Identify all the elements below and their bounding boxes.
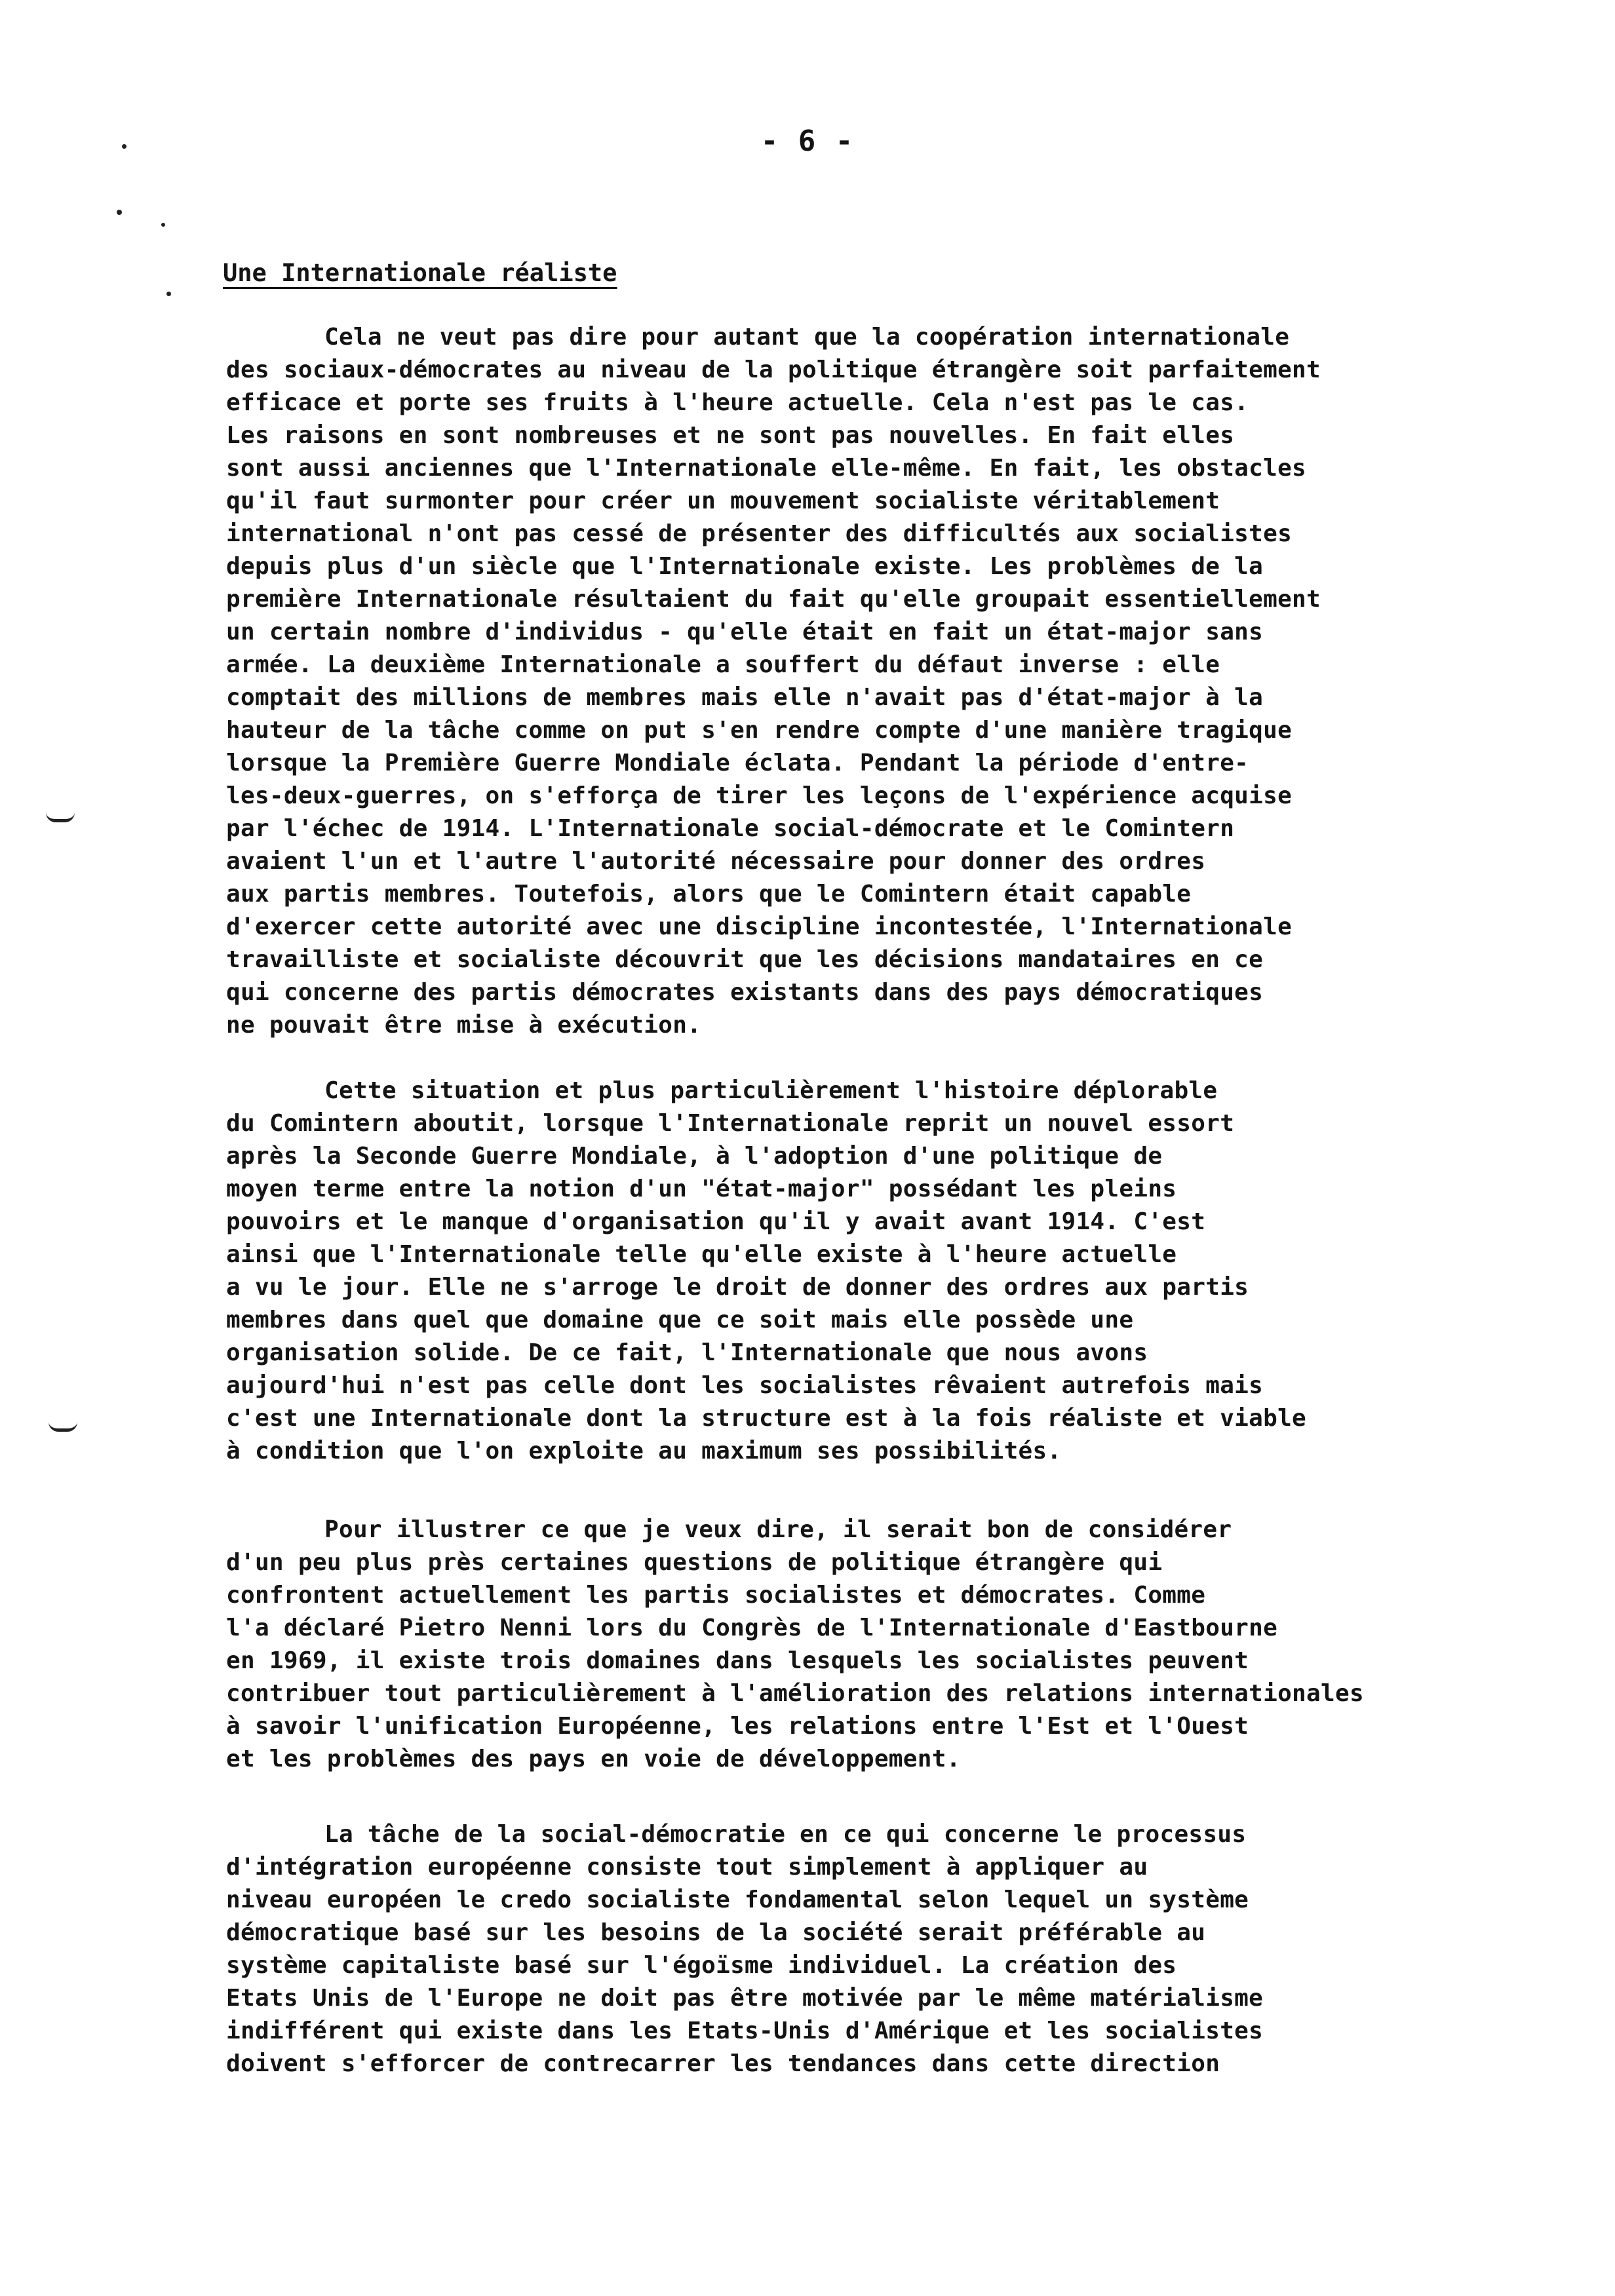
text-line: première Internationale résultaient du fait qu'elle groupait essentiellement xyxy=(226,586,1321,613)
text-line: sont aussi anciennes que l'Internationale elle-même. En fait, les obstacles xyxy=(226,455,1307,482)
text-line: Cette situation et plus particulièrement l'histoire déplorable xyxy=(324,1077,1218,1104)
text-line: Cela ne veut pas dire pour autant que la coopération internationale xyxy=(324,324,1290,351)
margin-dot xyxy=(161,223,165,227)
text-line: d'intégration européenne consiste tout simplement à appliquer au xyxy=(226,1854,1148,1881)
text-line: depuis plus d'un siècle que l'Internationale existe. Les problèmes de la xyxy=(226,553,1264,580)
text-line: à condition que l'on exploite au maximum ses possibilités. xyxy=(226,1438,1062,1464)
text-line: travailliste et socialiste découvrit que les décisions mandataires en ce xyxy=(226,946,1264,973)
text-line: qui concerne des partis démocrates existants dans des pays démocratiques xyxy=(226,979,1264,1006)
text-line: l'a déclaré Pietro Nenni lors du Congrès de l'Internationale d'Eastbourne xyxy=(226,1615,1278,1641)
text-line: confrontent actuellement les partis socialistes et démocrates. Comme xyxy=(226,1582,1206,1609)
text-line: des sociaux-démocrates au niveau de la politique étrangère soit parfaitement xyxy=(226,356,1321,383)
text-line: hauteur de la tâche comme on put s'en rendre compte d'une manière tragique xyxy=(226,717,1293,744)
text-line: du Comintern aboutit, lorsque l'Internationale reprit un nouvel essort xyxy=(226,1110,1235,1137)
paragraph xyxy=(226,1818,1263,2080)
text-line: pouvoirs et le manque d'organisation qu'il y avait avant 1914. C'est xyxy=(226,1208,1206,1235)
paragraph xyxy=(226,321,1321,1042)
text-line: après la Seconde Guerre Mondiale, à l'adoption d'une politique de xyxy=(226,1143,1163,1170)
margin-dot xyxy=(117,210,122,215)
text-line: c'est une Internationale dont la structure est à la fois réaliste et viable xyxy=(226,1405,1307,1432)
text-line: à savoir l'unification Européenne, les relations entre l'Est et l'Ouest xyxy=(226,1713,1249,1740)
text-line: moyen terme entre la notion d'un "état-major" possédant les pleins xyxy=(226,1176,1177,1202)
text-line: les-deux-guerres, on s'efforça de tirer les leçons de l'expérience acquise xyxy=(226,782,1293,809)
text-line: qu'il faut surmonter pour créer un mouvement socialiste véritablement xyxy=(226,488,1220,514)
text-line: démocratique basé sur les besoins de la société serait préférable au xyxy=(226,1919,1206,1946)
text-line: niveau européen le credo socialiste fondamental selon lequel un système xyxy=(226,1886,1249,1913)
text-line: Etats Unis de l'Europe ne doit pas être motivée par le même matérialisme xyxy=(226,1985,1264,2012)
text-line: ne pouvait être mise à exécution. xyxy=(226,1012,702,1039)
text-line: ainsi que l'Internationale telle qu'elle existe à l'heure actuelle xyxy=(226,1241,1177,1268)
text-line: contribuer tout particulièrement à l'amélioration des relations internationales xyxy=(226,1680,1364,1707)
text-line: d'exercer cette autorité avec une discipline incontestée, l'Internationale xyxy=(226,913,1293,940)
text-line: international n'ont pas cessé de présenter des difficultés aux socialistes xyxy=(226,520,1293,547)
text-line: aujourd'hui n'est pas celle dont les socialistes rêvaient autrefois mais xyxy=(226,1372,1264,1399)
text-line: Pour illustrer ce que je veux dire, il serait bon de considérer xyxy=(324,1516,1232,1543)
margin-binding-mark xyxy=(49,1422,77,1432)
text-line: membres dans quel que domaine que ce soit mais elle possède une xyxy=(226,1307,1134,1333)
paragraph xyxy=(226,1075,1306,1468)
text-line: un certain nombre d'individus - qu'elle était en fait un état-major sans xyxy=(226,619,1264,645)
section-heading: Une Internationale réaliste xyxy=(223,259,617,287)
text-line: efficace et porte ses fruits à l'heure actuelle. Cela n'est pas le cas. xyxy=(226,389,1249,416)
page-number: - 6 - xyxy=(760,124,855,158)
text-line: armée. La deuxième Internationale a souffert du défaut inverse : elle xyxy=(226,651,1220,678)
text-line: comptait des millions de membres mais elle n'avait pas d'état-major à la xyxy=(226,684,1264,711)
paragraph xyxy=(226,1514,1364,1776)
text-line: Les raisons en sont nombreuses et ne sont pas nouvelles. En fait elles xyxy=(226,422,1235,449)
text-line: système capitaliste basé sur l'égoïsme individuel. La création des xyxy=(226,1952,1177,1979)
text-line: indifférent qui existe dans les Etats-Unis d'Amérique et les socialistes xyxy=(226,2018,1264,2044)
text-line: par l'échec de 1914. L'Internationale social-démocrate et le Comintern xyxy=(226,815,1235,842)
text-line: d'un peu plus près certaines questions de politique étrangère qui xyxy=(226,1549,1163,1576)
text-line: organisation solide. De ce fait, l'Internationale que nous avons xyxy=(226,1339,1148,1366)
text-line: doivent s'efforcer de contrecarrer les tendances dans cette direction xyxy=(226,2050,1220,2077)
margin-dot xyxy=(166,292,171,296)
text-line: La tâche de la social-démocratie en ce qui concerne le processus xyxy=(324,1821,1247,1848)
text-line: en 1969, il existe trois domaines dans lesquels les socialistes peuvent xyxy=(226,1647,1249,1674)
text-line: lorsque la Première Guerre Mondiale éclata. Pendant la période d'entre- xyxy=(226,750,1249,776)
margin-binding-mark xyxy=(46,813,75,822)
text-line: aux partis membres. Toutefois, alors que le Comintern était capable xyxy=(226,881,1192,908)
text-line: et les problèmes des pays en voie de développement. xyxy=(226,1746,961,1772)
text-line: a vu le jour. Elle ne s'arroge le droit de donner des ordres aux partis xyxy=(226,1274,1249,1301)
text-line: avaient l'un et l'autre l'autorité nécessaire pour donner des ordres xyxy=(226,848,1206,875)
